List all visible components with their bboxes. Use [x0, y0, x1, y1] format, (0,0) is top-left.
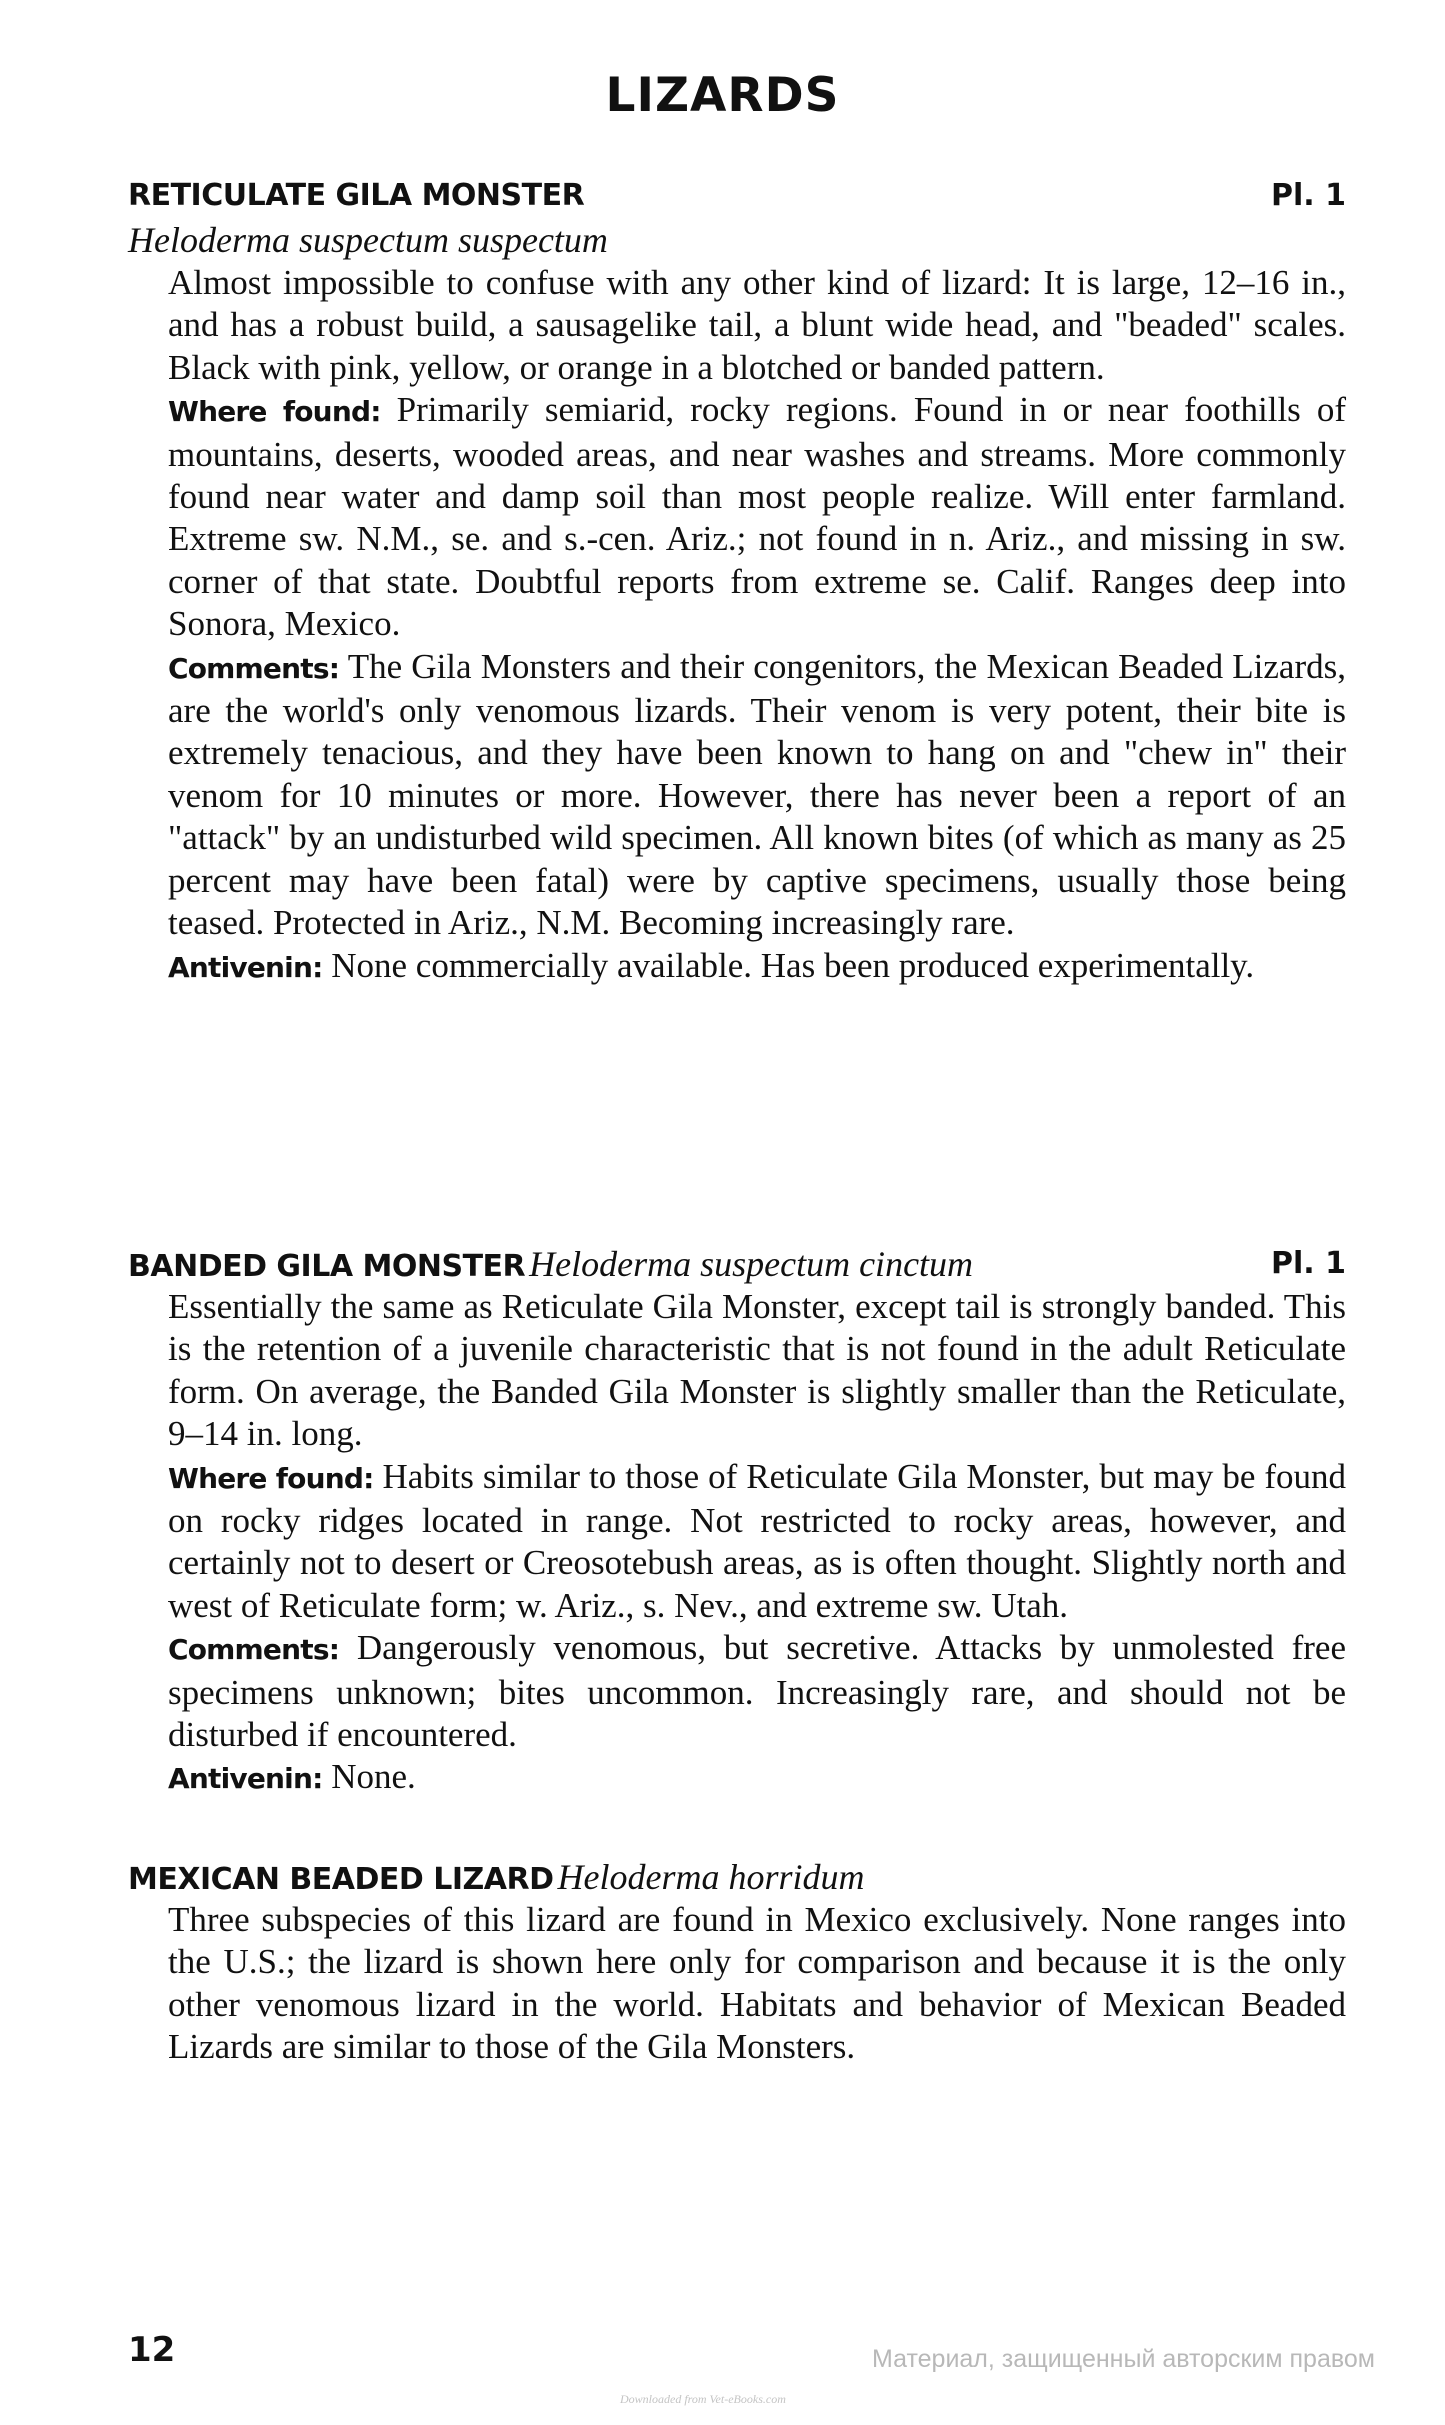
entry-body — [168, 262, 1346, 989]
comments-label: Comments: — [168, 1633, 340, 1667]
page-number: 12 — [128, 2330, 176, 2370]
plate-reference: Pl. 1 — [1271, 1246, 1346, 1281]
copyright-watermark: Материал, защищенный авторским правом — [872, 2345, 1375, 2373]
antivenin-label: Antivenin: — [168, 1762, 323, 1796]
antivenin-text: None. — [331, 1757, 416, 1797]
entry-heading — [128, 1242, 1346, 1286]
species-name: RETICULATE GILA MONSTER — [128, 178, 585, 213]
species-name: MEXICAN BEADED LIZARD — [128, 1862, 554, 1897]
antivenin-paragraph — [168, 945, 1346, 989]
where-found-paragraph — [168, 389, 1346, 645]
where-found-text: Primarily semiarid, rocky regions. Found in or near foothills of mountains, deserts, wooded areas, and near washes and streams. More commonly found near water and damp soil than most people realize. Will enter farmland. Extreme sw. N.M., se. and s.-cen. Ariz.; not found in n. Ariz., and missing in sw. corner of that state. Doubtful reports from extreme se. Calif. Ranges deep into Sonora, Mexico. — [168, 390, 1347, 644]
page-title: LIZARDS — [605, 68, 840, 123]
entry-banded-gila-monster — [128, 1242, 1346, 1801]
entry-mexican-beaded-lizard — [128, 1855, 1346, 2069]
where-found-label: Where found: — [168, 395, 381, 429]
antivenin-label: Antivenin: — [168, 950, 323, 984]
comments-label: Comments: — [168, 651, 340, 685]
antivenin-text: None commercially available. Has been produced experimentally. — [331, 945, 1255, 985]
scientific-name: Heloderma suspectum suspectum — [128, 220, 608, 260]
species-name: BANDED GILA MONSTER — [128, 1249, 526, 1284]
entry-heading — [128, 174, 1346, 218]
comments-paragraph — [168, 1627, 1346, 1756]
comments-text: Dangerously venomous, but secretive. Attacks by unmolested free specimens unknown; bites uncommon. Increasingly rare, and should not be disturbed if encountered. — [168, 1628, 1346, 1755]
entry-reticulate-gila-monster — [128, 174, 1346, 989]
description: Essentially the same as Reticulate Gila Monster, except tail is strongly banded. This is the retention of a juvenile characteristic that is not found in the adult Reticulate form. On average, the Banded Gila Monster is slightly smaller than the Reticulate, 9–14 in. long. — [168, 1287, 1346, 1454]
entry-body — [168, 1286, 1346, 1801]
description: Almost impossible to confuse with any other kind of lizard: It is large, 12–16 in., and has a robust build, a sausagelike tail, a blunt wide head, and "beaded" scales. Black with pink, yellow, or orange in a blotched or banded pattern. — [168, 263, 1346, 387]
description: Three subspecies of this lizard are found in Mexico exclusively. None ranges into the U.S.; the lizard is shown here only for comparison and because it is the only other venomous lizard in the world. Habitats and behavior of Mexican Beaded Lizards are similar to those of the Gila Monsters. — [168, 1900, 1346, 2067]
where-found-text: Habits similar to those of Reticulate Gila Monster, but may be found on rocky ridges located in range. Not restricted to rocky areas, however, and certainly not to desert or Creosotebush areas, as is often thought. Slightly north and west of Reticulate form; w. Ariz., s. Nev., and extreme sw. Utah. — [168, 1456, 1346, 1625]
plate-reference: Pl. 1 — [1271, 178, 1346, 213]
entry-heading — [128, 1855, 1346, 1899]
antivenin-paragraph — [168, 1756, 1346, 1800]
where-found-label: Where found: — [168, 1461, 374, 1495]
scientific-name: Heloderma suspectum cinctum — [529, 1244, 974, 1284]
entry-body — [168, 1899, 1346, 2069]
scientific-name: Heloderma horridum — [557, 1857, 865, 1897]
comments-text: The Gila Monsters and their congenitors, the Mexican Beaded Lizards, are the world's only venomous lizards. Their venom is very potent, their bite is extremely tenacious, and they have been known to hang on and "chew in" their venom for 10 minutes or more. However, there has never been a report of an "attack" by an undisturbed wild specimen. All known bites (of which as many as 25 percent may have been fatal) were by captive specimens, usually those being teased. Protected in Ariz., N.M. Becoming increasingly rare. — [168, 646, 1346, 943]
where-found-paragraph — [168, 1456, 1346, 1628]
download-watermark: Downloaded from Vet-eBooks.com — [620, 2392, 786, 2406]
comments-paragraph — [168, 646, 1346, 945]
